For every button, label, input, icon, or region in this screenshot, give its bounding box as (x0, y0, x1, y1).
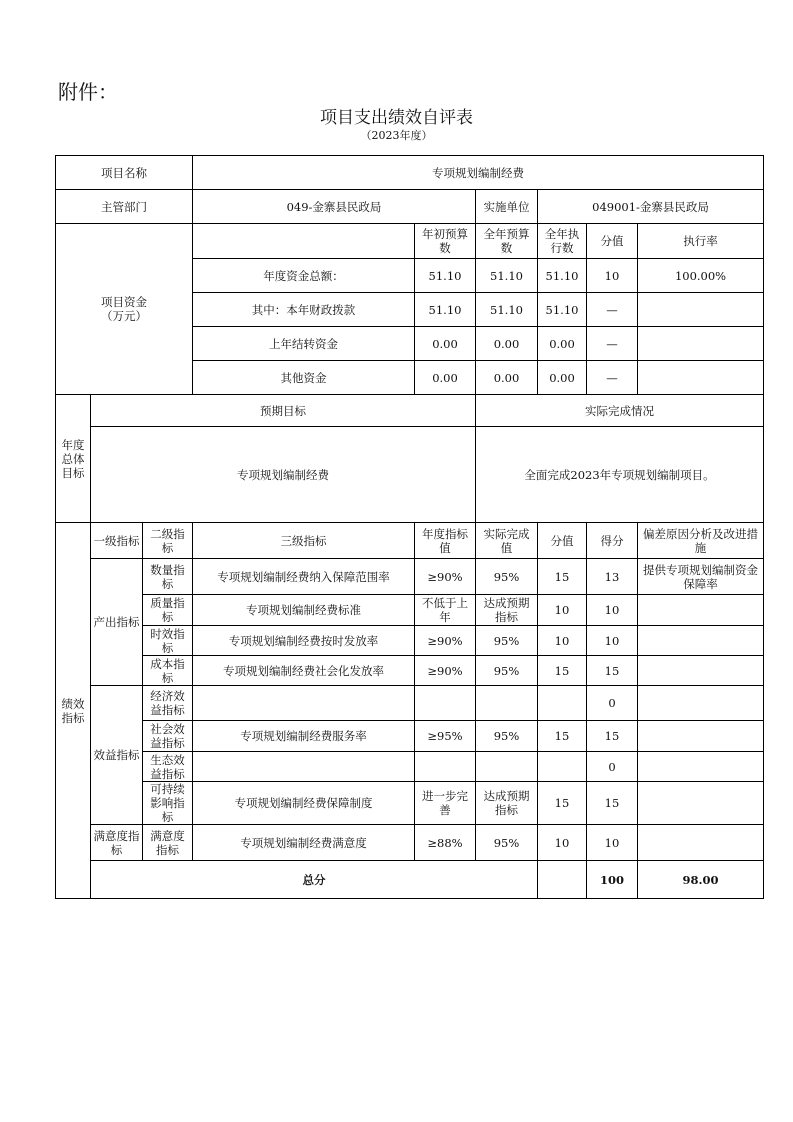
actual-cell: 95% (476, 721, 538, 752)
total-weight: 100 (587, 861, 638, 899)
level2-cell: 成本指标 (143, 656, 193, 686)
funds-label-line1: 项目资金 (101, 295, 147, 309)
satisfaction-indicator-label: 满意度指标 (91, 825, 143, 861)
fund-row-rate: 100.00% (638, 259, 764, 293)
level2-cell: 满意度指标 (143, 825, 193, 861)
fund-row-label: 其中：本年财政拨款 (193, 293, 415, 327)
level2-cell: 质量指标 (143, 595, 193, 626)
weight-cell (538, 686, 587, 721)
header-actual: 实际完成值 (476, 523, 538, 559)
reason-cell (638, 595, 764, 626)
level2-cell: 数量指标 (143, 559, 193, 595)
col-exec: 全年执行数 (538, 224, 587, 259)
fund-row-full: 0.00 (476, 327, 538, 361)
fund-row-full: 0.00 (476, 361, 538, 395)
level3-cell: 专项规划编制经费满意度 (193, 825, 415, 861)
col-full-budget: 全年预算数 (476, 224, 538, 259)
target-cell: ≥88% (415, 825, 476, 861)
target-cell: 不低于上年 (415, 595, 476, 626)
score-cell: 0 (587, 752, 638, 782)
actual-cell: 95% (476, 825, 538, 861)
header-weight: 分值 (538, 523, 587, 559)
fund-row-initial: 51.10 (415, 293, 476, 327)
actual-cell (476, 686, 538, 721)
header-score: 得分 (587, 523, 638, 559)
benefit-indicator-label: 效益指标 (91, 686, 143, 825)
level2-cell: 社会效益指标 (143, 721, 193, 752)
actual-cell (476, 752, 538, 782)
page-title: 项目支出绩效自评表 (320, 108, 473, 128)
actual-cell: 达成预期指标 (476, 595, 538, 626)
weight-cell: 15 (538, 782, 587, 825)
score-cell: 10 (587, 825, 638, 861)
header-target: 年度指标值 (415, 523, 476, 559)
fund-row-initial: 0.00 (415, 361, 476, 395)
fund-row-label: 年度资金总额： (193, 259, 415, 293)
output-indicator-label: 产出指标 (91, 559, 143, 686)
level3-cell: 专项规划编制经费按时发放率 (193, 626, 415, 656)
reason-cell (638, 752, 764, 782)
score-cell: 13 (587, 559, 638, 595)
reason-cell (638, 656, 764, 686)
funds-header-blank (193, 224, 415, 259)
target-cell: ≥90% (415, 626, 476, 656)
annual-goal-label: 年度总体目标 (56, 395, 91, 523)
actual-completion-header: 实际完成情况 (476, 395, 764, 427)
level2-cell: 时效指标 (143, 626, 193, 656)
fund-row-rate (638, 327, 764, 361)
score-cell: 15 (587, 782, 638, 825)
reason-cell (638, 626, 764, 656)
level3-cell: 专项规划编制经费社会化发放率 (193, 656, 415, 686)
funds-label (56, 224, 193, 395)
header-level1: 一级指标 (91, 523, 143, 559)
weight-cell: 15 (538, 559, 587, 595)
reason-cell (638, 686, 764, 721)
col-initial-budget: 年初预算数 (415, 224, 476, 259)
fund-row-rate (638, 293, 764, 327)
dept-value: 049-金寨县民政局 (193, 190, 476, 224)
target-cell (415, 752, 476, 782)
weight-cell: 15 (538, 656, 587, 686)
target-cell: ≥90% (415, 656, 476, 686)
attachment-label: 附件： (58, 80, 118, 104)
project-name-label: 项目名称 (56, 156, 193, 190)
fund-row-exec: 51.10 (538, 259, 587, 293)
total-blank (538, 861, 587, 899)
page-subtitle-year: （2023年度） (360, 129, 433, 142)
header-reason: 偏差原因分析及改进措施 (638, 523, 764, 559)
fund-row-weight: 10 (587, 259, 638, 293)
reason-cell (638, 782, 764, 825)
weight-cell: 10 (538, 626, 587, 656)
fund-row-initial: 51.10 (415, 259, 476, 293)
fund-row-exec: 51.10 (538, 293, 587, 327)
weight-cell (538, 752, 587, 782)
fund-row-full: 51.10 (476, 259, 538, 293)
level2-cell: 生态效益指标 (143, 752, 193, 782)
self-evaluation-table (55, 155, 764, 899)
fund-row-weight: — (587, 327, 638, 361)
level3-cell: 专项规划编制经费保障制度 (193, 782, 415, 825)
level3-cell (193, 752, 415, 782)
level3-cell: 专项规划编制经费标准 (193, 595, 415, 626)
target-cell (415, 686, 476, 721)
fund-row-exec: 0.00 (538, 361, 587, 395)
dept-label: 主管部门 (56, 190, 193, 224)
impl-label: 实施单位 (476, 190, 538, 224)
expected-goal-header: 预期目标 (91, 395, 476, 427)
reason-cell (638, 825, 764, 861)
actual-cell: 95% (476, 656, 538, 686)
weight-cell: 10 (538, 595, 587, 626)
level3-cell (193, 686, 415, 721)
fund-row-weight: — (587, 361, 638, 395)
fund-row-rate (638, 361, 764, 395)
reason-cell: 提供专项规划编制资金保障率 (638, 559, 764, 595)
fund-row-weight: — (587, 293, 638, 327)
level3-cell: 专项规划编制经费纳入保障范围率 (193, 559, 415, 595)
fund-row-full: 51.10 (476, 293, 538, 327)
col-score-weight: 分值 (587, 224, 638, 259)
actual-cell: 95% (476, 626, 538, 656)
expected-goal-text: 专项规划编制经费 (91, 427, 476, 523)
level2-cell: 可持续影响指标 (143, 782, 193, 825)
fund-row-initial: 0.00 (415, 327, 476, 361)
score-cell: 10 (587, 626, 638, 656)
fund-row-label: 其他资金 (193, 361, 415, 395)
fund-row-label: 上年结转资金 (193, 327, 415, 361)
target-cell: ≥90% (415, 559, 476, 595)
fund-row-exec: 0.00 (538, 327, 587, 361)
score-cell: 15 (587, 721, 638, 752)
funds-label-line2: （万元） (101, 309, 147, 323)
header-level3: 三级指标 (193, 523, 415, 559)
weight-cell: 15 (538, 721, 587, 752)
col-exec-rate: 执行率 (638, 224, 764, 259)
header-level2: 二级指标 (143, 523, 193, 559)
level2-cell: 经济效益指标 (143, 686, 193, 721)
score-cell: 0 (587, 686, 638, 721)
perf-indicator-label: 绩效指标 (56, 523, 91, 899)
weight-cell: 10 (538, 825, 587, 861)
target-cell: ≥95% (415, 721, 476, 752)
reason-cell (638, 721, 764, 752)
impl-value: 049001-金寨县民政局 (538, 190, 764, 224)
actual-cell: 达成预期指标 (476, 782, 538, 825)
level3-cell: 专项规划编制经费服务率 (193, 721, 415, 752)
score-cell: 10 (587, 595, 638, 626)
project-name-value: 专项规划编制经费 (193, 156, 764, 190)
score-cell: 15 (587, 656, 638, 686)
total-score: 98.00 (638, 861, 764, 899)
target-cell: 进一步完善 (415, 782, 476, 825)
actual-cell: 95% (476, 559, 538, 595)
total-label: 总分 (91, 861, 538, 899)
actual-completion-text: 全面完成2023年专项规划编制项目。 (476, 427, 764, 523)
